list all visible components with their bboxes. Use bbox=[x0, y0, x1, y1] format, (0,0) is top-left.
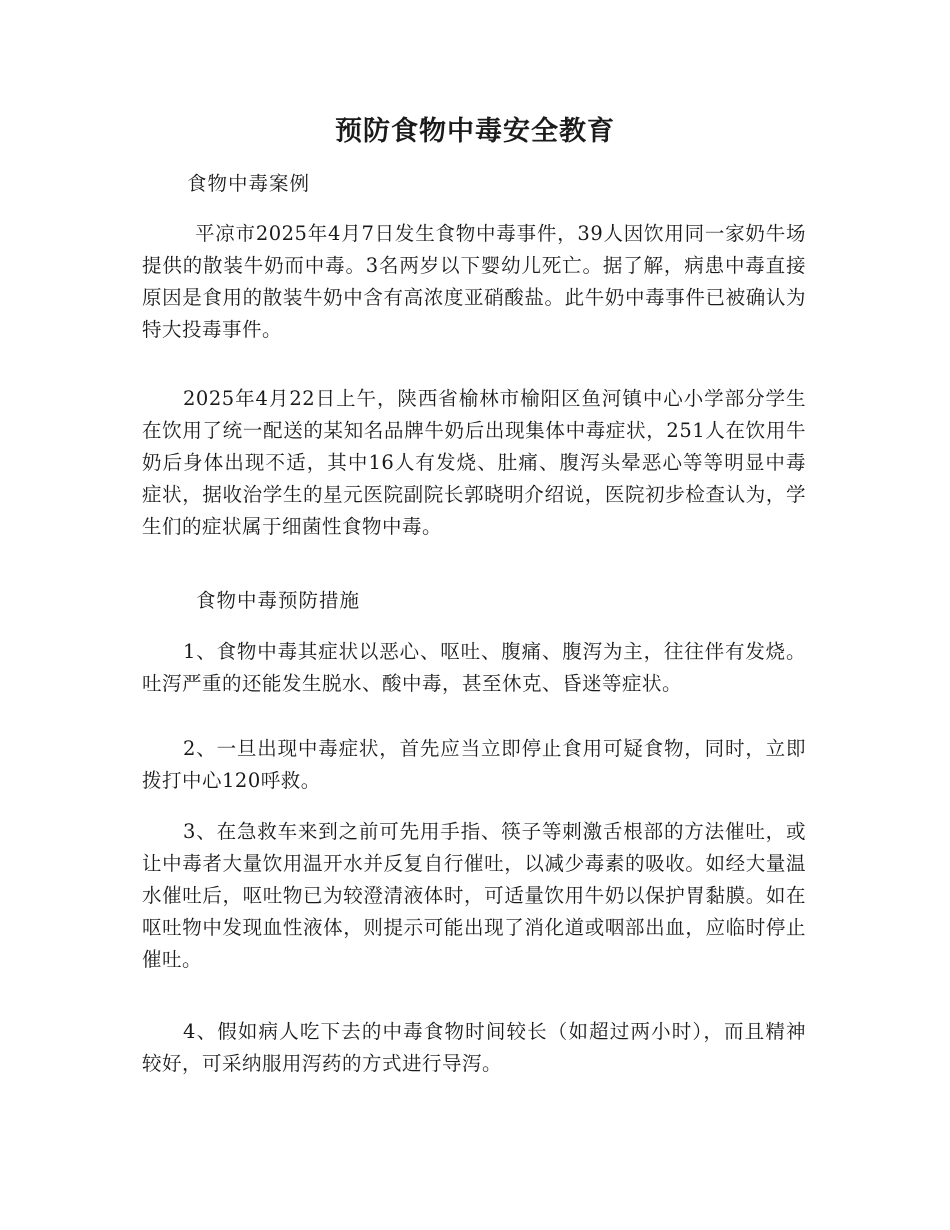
document-title: 预防食物中毒安全教育 bbox=[335, 116, 615, 147]
case-paragraph-2: 2025年4月22日上午，陕西省榆林市榆阳区鱼河镇中心小学部分学生在饮用了统一配送的某知名品牌牛奶后出现集体中毒症状，251人在饮用牛奶后身体出现不适，其中16人有发烧、肚痛、腹泻头晕恶心等等明显中毒症状，据收治学生的星元医院副院长郭晓明介绍说，医院初步检查认为，学生们的症状属于细菌性食物中毒。 bbox=[142, 387, 806, 538]
section-heading-case: 食物中毒案例 bbox=[187, 172, 311, 195]
section-heading-prevention: 食物中毒预防措施 bbox=[196, 589, 361, 612]
case-paragraph-1: 平凉市2025年4月7日发生食物中毒事件，39人因饮用同一家奶牛场提供的散装牛奶而中毒。3名两岁以下婴幼儿死亡。据了解，病患中毒直接原因是食用的散装牛奶中含有高浓度亚硝酸盐。此牛奶中毒事件已被确认为特大投毒事件。 bbox=[142, 222, 806, 341]
prevention-item-2: 2、一旦出现中毒症状，首先应当立即停止食用可疑食物，同时，立即拨打中心120呼救。 bbox=[142, 737, 806, 792]
prevention-item-1: 1、食物中毒其症状以恶心、呕吐、腹痛、腹泻为主，往往伴有发烧。吐泻严重的还能发生脱水、酸中毒，甚至休克、昏迷等症状。 bbox=[142, 640, 806, 695]
prevention-item-4: 4、假如病人吃下去的中毒食物时间较长（如超过两小时），而且精神较好，可采纳服用泻药的方式进行导泻。 bbox=[142, 1020, 806, 1075]
prevention-item-3: 3、在急救车来到之前可先用手指、筷子等刺激舌根部的方法催吐，或让中毒者大量饮用温开水并反复自行催吐，以减少毒素的吸收。如经大量温水催吐后，呕吐物已为较澄清液体时，可适量饮用牛奶以保护胃黏膜。如在呕吐物中发现血性液体，则提示可能出现了消化道或咽部出血，应临时停止催吐。 bbox=[142, 820, 806, 971]
